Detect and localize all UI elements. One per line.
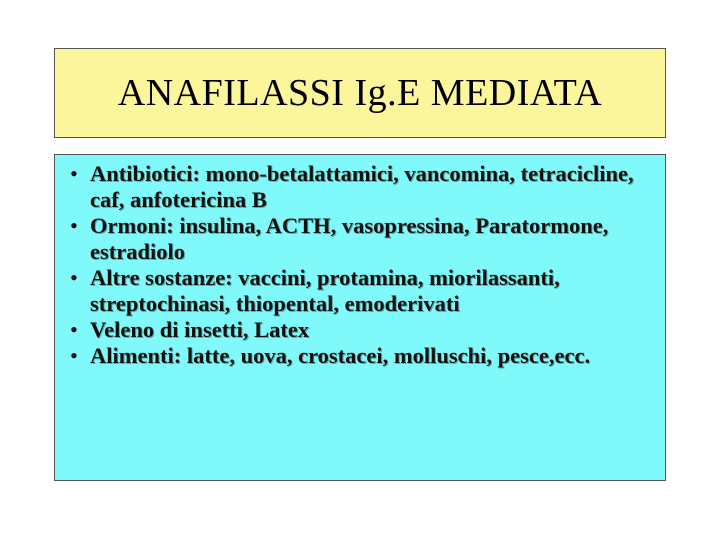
bullet-dot-icon: • (70, 317, 78, 342)
bullet-item-ormoni (55, 213, 659, 265)
bullet-item-altre-sostanze (55, 265, 659, 317)
bullet-item-antibiotici (55, 161, 659, 213)
bullet-text: Veleno di insetti, Latex (90, 317, 310, 342)
slide-title: ANAFILASSI Ig.E MEDIATA (117, 72, 603, 114)
title-box (54, 48, 666, 138)
bullet-dot-icon: • (70, 265, 78, 290)
bullet-dot-icon: • (70, 161, 78, 186)
bullet-text: Altre sostanze: vaccini, protamina, miorilassanti, streptochinasi, thiopental, emoderivati (90, 265, 560, 316)
bullet-dot-icon: • (70, 343, 78, 368)
bullet-text: Ormoni: insulina, ACTH, vasopressina, Paratormone, estradiolo (90, 213, 609, 264)
bullet-item-veleno (55, 317, 659, 343)
bullet-item-alimenti (55, 343, 659, 369)
bullet-text: Alimenti: latte, uova, crostacei, molluschi, pesce,ecc. (90, 343, 591, 368)
content-box (54, 154, 666, 481)
bullet-list (55, 161, 659, 369)
bullet-text: Antibiotici: mono-betalattamici, vancomina, tetracicline, caf, anfotericina B (90, 161, 634, 212)
bullet-dot-icon: • (70, 213, 78, 238)
